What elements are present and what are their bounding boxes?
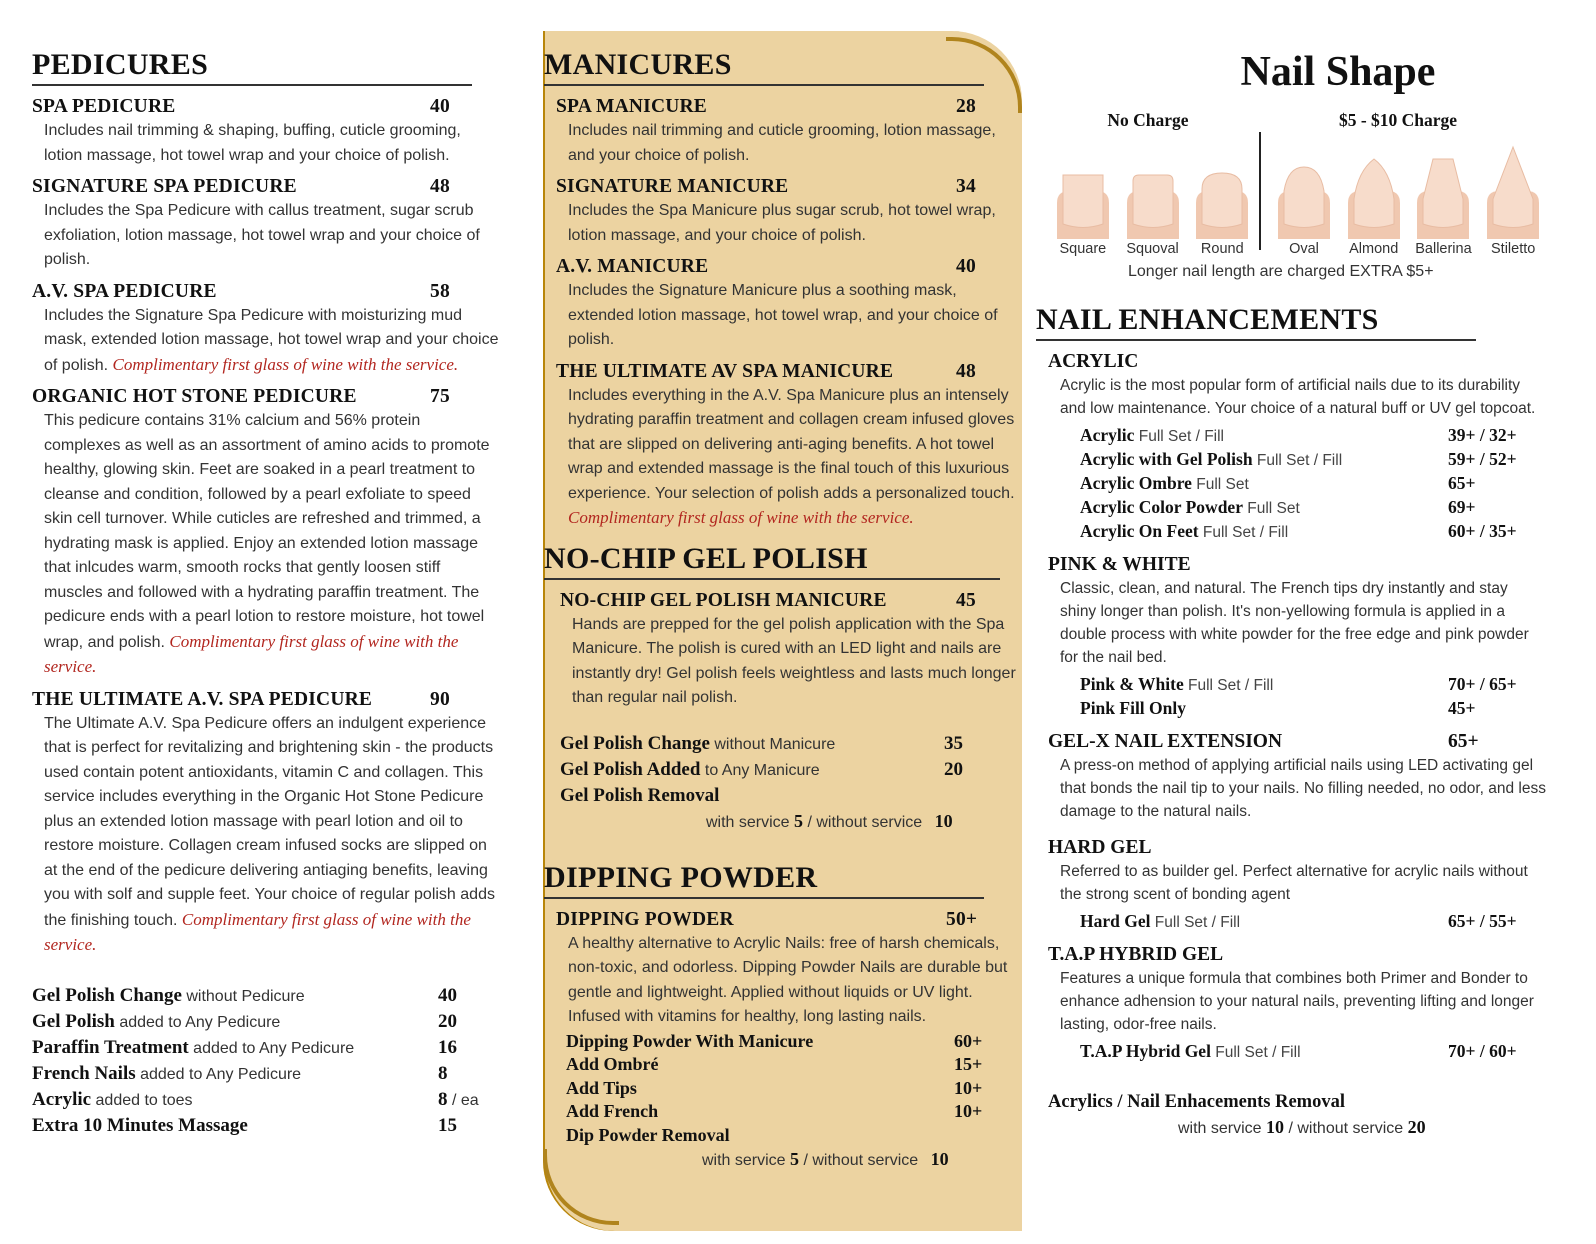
enhancement-item-bold: Acrylic with Gel Polish	[1080, 449, 1253, 469]
enhancement-heading	[1048, 349, 1548, 374]
dip-item-price	[954, 1124, 1016, 1148]
enhancement-item-price: 69+	[1448, 497, 1476, 517]
service-price: 48	[956, 360, 976, 382]
enhancement-item-price: 60+ / 35+	[1448, 521, 1517, 541]
enhancement-item-bold: Pink Fill Only	[1080, 698, 1186, 718]
addon-name	[32, 1113, 438, 1139]
addon-row	[32, 983, 500, 1009]
nail-shape-almond	[1339, 139, 1409, 257]
addon-price-value: 8	[438, 1062, 448, 1084]
enhancement-description: Features a unique formula that combines both Primer and Bonder to enhance adhension to your natural nails, preventing lifting and longer lasting, odor-free nails.	[1060, 970, 1534, 1033]
service-description	[32, 712, 500, 959]
dip-item-name	[566, 1124, 954, 1148]
addon-row	[32, 1009, 500, 1035]
wine-note: Complimentary first glass of wine with the service.	[44, 909, 471, 954]
enhancements-removal-label: Acrylics / Nail Enhacements Removal	[1048, 1092, 1345, 1112]
enhancement-item-name	[1080, 424, 1448, 448]
wine-note: Complimentary first glass of wine with the service.	[568, 508, 914, 527]
addon-detail: without Pedicure	[181, 987, 305, 1005]
enhancement-price	[1448, 835, 1548, 860]
service-description-text: The Ultimate A.V. Spa Pedicure offers an indulgent experience that is perfect for revitalizing and brightening skin - the products used contain potent antioxidants, vitamin C and collagen. This service includes everything in the Organic Hot Stone Pedicure plus an extended lotion massage with pearl lotion and oil to restore moisture. Collagen cream infused socks are slipped on at the end of the pedicure delivering antiaging benefits, leaving you with solf and supple feet. Your choice of regular polish adds the finishing touch.	[44, 714, 495, 929]
nail-shape-oval	[1269, 139, 1339, 257]
enhancement-item-name	[1080, 496, 1448, 520]
service-price: 58	[430, 280, 450, 302]
extra-charge-label: $5 - $10 Charge	[1338, 110, 1458, 130]
nail-shape-label: Oval	[1289, 241, 1319, 257]
addon-unit: / ea	[447, 1091, 479, 1109]
enhancement-item-bold: Acrylic	[1080, 425, 1135, 445]
nail-square-icon	[1053, 139, 1113, 239]
service-row	[556, 907, 1026, 932]
dipping-items	[556, 1030, 1026, 1148]
nail-shapes	[1048, 139, 1548, 257]
enhancement-item-price: 59+ / 52+	[1448, 449, 1517, 469]
addon-detail: added to Any Pedicure	[135, 1065, 302, 1083]
enhancement-item-name	[1080, 520, 1448, 544]
dip-item-price-value: 10+	[954, 1101, 983, 1121]
dip-item-price-value: 60+	[954, 1030, 983, 1051]
dip-item-price	[954, 1077, 1016, 1101]
group-spacer	[1048, 934, 1548, 940]
enhancement-price	[1448, 942, 1548, 967]
addon-price	[438, 983, 500, 1009]
enhancement-item-bold: Pink & White	[1080, 674, 1184, 694]
gel-removal-without-price: 10	[934, 810, 953, 831]
dip-item-row	[566, 1077, 1026, 1101]
service-description	[32, 199, 500, 273]
dip-item-price	[954, 1053, 1016, 1077]
service-description	[32, 304, 500, 379]
dip-removal-without-price: 10	[930, 1149, 949, 1169]
nail-round-icon	[1192, 139, 1252, 239]
addon-row	[32, 1035, 500, 1061]
dipping-service	[556, 907, 1026, 1030]
enhancement-heading	[1048, 942, 1548, 967]
gel-removal-line	[556, 809, 1026, 835]
nail-column	[1036, 48, 1548, 1141]
addon-row	[32, 1061, 500, 1087]
no-charge-label: No Charge	[1107, 110, 1189, 130]
service-row	[32, 174, 500, 199]
nail-tip-shape	[1493, 147, 1533, 228]
addon-bold-name: Extra 10 Minutes Massage	[32, 1114, 248, 1136]
nail-shape-label: Square	[1059, 241, 1107, 257]
pedicures-title: PEDICURES	[32, 48, 472, 86]
enhancement-item-detail: Full Set	[1242, 500, 1300, 517]
wine-note: Complimentary first glass of wine with the service.	[112, 354, 459, 374]
service-price: 34	[956, 176, 976, 197]
dipping-title: DIPPING POWDER	[544, 861, 984, 899]
addon-price	[438, 1009, 500, 1035]
addon-bold-name: Paraffin Treatment	[32, 1036, 189, 1058]
service-price: 28	[956, 96, 976, 117]
dip-item-label: Add Ombré	[566, 1054, 659, 1074]
addon-price	[944, 783, 1006, 809]
addon-name	[32, 1035, 438, 1061]
addon-bold-name: Gel Polish	[32, 1010, 115, 1032]
enh-removal-without-price: 20	[1407, 1117, 1426, 1137]
dip-item-row	[566, 1124, 1026, 1148]
service-description-text: Includes the Spa Pedicure with callus treatment, sugar scrub exfoliation, lotion massage, hot towel wrap and your choice of polish.	[44, 202, 480, 268]
enhancement-item-name	[1080, 910, 1448, 934]
service-description-text: Includes nail trimming & shaping, buffing, cuticle grooming, lotion massage, hot towel wrap and your choice of polish.	[44, 122, 461, 164]
enhancement-item-price: 65+	[1448, 473, 1476, 493]
enhancement-heading	[1048, 552, 1548, 577]
enhancement-price	[1448, 349, 1548, 374]
nail-shape-label: Round	[1200, 241, 1244, 257]
addon-price-value: 40	[438, 984, 457, 1006]
pedicure-services	[32, 94, 500, 959]
gel-removal-without-label: / without service	[803, 813, 927, 831]
nail-shape-label: Ballerina	[1415, 241, 1472, 257]
dip-item-name	[566, 1100, 954, 1124]
addon-price-value: 35	[944, 732, 963, 754]
service-row	[560, 588, 1026, 613]
service-description-text: Includes the Spa Manicure plus sugar scrub, hot towel wrap, lotion massage, and your choice of polish.	[568, 202, 996, 244]
addon-price-value: 20	[944, 758, 963, 780]
nail-shape-squoval	[1118, 139, 1188, 257]
enhancement-item-bold: Acrylic Color Powder	[1080, 497, 1243, 517]
dip-item-name	[566, 1053, 954, 1077]
service-row	[32, 687, 500, 712]
gel-addons	[556, 731, 1026, 809]
enhancement-item-row	[1048, 1040, 1548, 1064]
service-row	[556, 94, 1026, 119]
nail-stiletto-icon	[1483, 139, 1543, 239]
enhancement-item-name	[1080, 448, 1448, 472]
service-price: 40	[430, 96, 450, 117]
service-description-text: Includes the Signature Manicure plus a soothing mask, extended lotion massage, hot towel wrap, and your choice of polish.	[568, 282, 998, 348]
manicures-title: MANICURES	[544, 48, 984, 86]
addon-name	[560, 757, 944, 783]
service-name: A.V. MANICURE	[556, 256, 709, 277]
enhancement-item-price: 70+ / 65+	[1448, 674, 1517, 694]
enhancement-item-bold: T.A.P Hybrid Gel	[1080, 1041, 1211, 1061]
gel-removal-with-price: 5	[794, 810, 804, 831]
enhancement-description: Referred to as builder gel. Perfect alternative for acrylic nails without the strong scent of bonding agent	[1060, 863, 1528, 903]
addon-bold-name: Gel Polish Removal	[560, 784, 720, 806]
enhancement-item-detail: Full Set / Fill	[1134, 428, 1224, 445]
enhancement-item-detail: Full Set / Fill	[1198, 524, 1289, 541]
addon-row	[560, 731, 1026, 757]
enhancement-name: PINK & WHITE	[1048, 554, 1191, 575]
addon-price	[438, 1035, 500, 1061]
nail-oval-icon	[1274, 139, 1334, 239]
group-spacer	[1048, 544, 1548, 550]
service-name: DIPPING POWDER	[556, 908, 734, 930]
enhancement-item-detail: Full Set	[1191, 476, 1249, 493]
addon-bold-name: Gel Polish Change	[560, 732, 710, 754]
service-name: NO-CHIP GEL POLISH MANICURE	[560, 589, 887, 611]
enhancement-item-row	[1048, 496, 1548, 520]
enhancement-description: Classic, clean, and natural. The French tips dry instantly and stay shiny longer than polish. It's non-yellowing formula is applied in a double process with white powder for the free edge and pink powder for the nail bed.	[1060, 580, 1529, 666]
dip-item-name	[566, 1030, 954, 1054]
nail-shape-square	[1048, 139, 1118, 257]
enhancement-price	[1448, 552, 1548, 577]
enhancement-item-detail: Full Set / Fill	[1183, 677, 1274, 694]
enhancement-item-row	[1048, 448, 1548, 472]
enhancement-item-detail: Full Set / Fill	[1252, 452, 1343, 469]
addon-bold-name: Acrylic	[32, 1088, 92, 1110]
service-description	[556, 384, 1026, 532]
nail-ballerina-icon	[1413, 139, 1473, 239]
nail-tip-shape	[1354, 159, 1394, 228]
enhancement-item-name	[1080, 472, 1448, 496]
nail-shape-stiletto	[1478, 139, 1548, 257]
enhancements-title: NAIL ENHANCEMENTS	[1036, 303, 1476, 341]
service-row	[32, 94, 500, 119]
enhancement-item-detail: Full Set / Fill	[1210, 1044, 1301, 1061]
enhancement-price: 65+	[1448, 731, 1479, 752]
enhancement-item-name	[1080, 673, 1448, 697]
enhancement-item-bold: Acrylic On Feet	[1080, 521, 1199, 541]
service-description-text: This pedicure contains 31% calcium and 56% protein complexes as well as an assortment of amino acids to promote healthy, glowing skin. Feet are soaked in a pearl treatment to cleanse and condition, followed by a pearl exfoliate to speed skin cell turnover. While cuticles are refreshed and trimmed, a hydrating mask is applied. Enjoy an extended lotion massage that inlcudes warm, smooth rocks that gently loosen stiff muscles and followed with a hydrating paraffin treatment. The pedicure ends with a pearl lotion to restore moisture, hot towel wrap, and polish.	[44, 412, 490, 651]
service-row	[556, 254, 1026, 279]
enhancement-heading	[1048, 835, 1548, 860]
enhancement-item-name	[1080, 1040, 1448, 1064]
enhancement-item-bold: Hard Gel	[1080, 911, 1151, 931]
dip-removal-with-price: 5	[790, 1149, 800, 1169]
service-row	[556, 359, 1026, 384]
dip-item-price	[954, 1030, 1016, 1054]
nail-shape-title: Nail Shape	[1240, 49, 1436, 95]
service-price: 40	[956, 256, 976, 277]
charge-labels	[1048, 110, 1548, 131]
addon-row	[32, 1113, 500, 1139]
addon-price-value: 8	[438, 1088, 448, 1110]
addon-price	[438, 1113, 500, 1139]
pedicures-column	[32, 48, 500, 1139]
enhancement-item-price: 39+ / 32+	[1448, 425, 1517, 445]
nail-shape-round	[1187, 139, 1257, 257]
nail-shape-label: Squoval	[1126, 241, 1179, 257]
service-name: THE ULTIMATE A.V. SPA PEDICURE	[32, 688, 373, 710]
addon-detail: added to Any Pedicure	[114, 1013, 281, 1031]
nail-shape-label: Almond	[1349, 241, 1399, 257]
service-description	[556, 119, 1026, 168]
wine-note: Complimentary first glass of wine with the service.	[44, 631, 459, 676]
enh-removal-with-price: 10	[1266, 1117, 1285, 1137]
enhancement-item-row	[1048, 673, 1548, 697]
enhancement-item-bold: Acrylic Ombre	[1080, 473, 1192, 493]
service-row	[556, 174, 1026, 199]
manicure-services	[556, 94, 1026, 532]
dip-item-row	[566, 1100, 1026, 1124]
service-price: 45	[956, 589, 976, 611]
service-price: 50+	[946, 908, 978, 930]
addon-detail: added to toes	[91, 1091, 193, 1109]
pedicure-addons	[32, 983, 500, 1139]
nail-tip-shape	[1284, 167, 1324, 228]
addon-price-value: 16	[438, 1036, 457, 1058]
service-name: SPA MANICURE	[556, 96, 708, 117]
addon-price	[944, 731, 1006, 757]
addon-name	[32, 983, 438, 1009]
nail-squoval-icon	[1123, 139, 1183, 239]
enhancement-item-price: 70+ / 60+	[1448, 1041, 1517, 1061]
dip-removal-line	[556, 1147, 1026, 1173]
enhancement-name: HARD GEL	[1048, 837, 1152, 858]
service-price: 90	[430, 688, 450, 710]
dip-removal-without-label: / without service	[799, 1152, 923, 1169]
dip-item-label: Dip Powder Removal	[566, 1124, 730, 1145]
addon-row	[560, 757, 1026, 783]
enhancement-name: GEL-X NAIL EXTENSION	[1048, 731, 1283, 752]
enhancement-name: ACRYLIC	[1048, 351, 1139, 372]
group-spacer	[1048, 827, 1548, 833]
enhancement-item-name	[1080, 697, 1448, 721]
enhancement-item-row	[1048, 910, 1548, 934]
addon-name	[32, 1087, 438, 1113]
enhancement-item-row	[1048, 520, 1548, 544]
addon-row	[560, 783, 1026, 809]
addon-name	[32, 1009, 438, 1035]
service-name: SIGNATURE MANICURE	[556, 176, 789, 197]
dip-item-price-value: 10+	[954, 1077, 983, 1098]
addon-row	[32, 1087, 500, 1113]
dip-item-price-value: 15+	[954, 1054, 983, 1074]
service-name: THE ULTIMATE AV SPA MANICURE	[556, 360, 894, 382]
gel-removal-with-label: with service	[706, 813, 795, 831]
nail-tip-shape	[1063, 175, 1103, 228]
enhancement-item-row	[1048, 472, 1548, 496]
enhancement-name: T.A.P HYBRID GEL	[1048, 944, 1224, 965]
service-description	[32, 409, 500, 681]
dip-removal-with-label: with service	[702, 1152, 791, 1169]
enhancement-heading	[1048, 729, 1548, 754]
nail-tip-shape	[1133, 175, 1173, 228]
addon-bold-name: Gel Polish Change	[32, 984, 182, 1006]
dip-item-label: Add Tips	[566, 1077, 637, 1098]
enhancement-item-price: 45+	[1448, 698, 1476, 718]
dip-item-row	[566, 1030, 1026, 1054]
gel-service	[556, 588, 1026, 711]
addon-price	[438, 1061, 500, 1087]
enhancement-description: A press-on method of applying artificial nails using LED activating gel that bonds the nail tip to your nails. No filling needed, no odor, and less damage to the natural nails.	[1060, 757, 1546, 820]
enhancement-item-detail: Full Set / Fill	[1150, 914, 1241, 931]
service-name: ORGANIC HOT STONE PEDICURE	[32, 386, 357, 407]
enhancement-groups	[1048, 349, 1548, 1070]
service-row	[32, 279, 500, 304]
service-name: A.V. SPA PEDICURE	[32, 280, 217, 302]
service-name: SPA PEDICURE	[32, 96, 176, 117]
service-description	[32, 119, 500, 168]
enhancement-item-price: 65+ / 55+	[1448, 911, 1517, 931]
gel-title: NO-CHIP GEL POLISH	[544, 542, 1000, 580]
manicures-column	[544, 48, 1026, 1173]
service-description: Hands are prepped for the gel polish application with the Spa Manicure. The polish is cured with an LED light and nails are instantly dry! Gel polish feels weightless and lasts much longer than regular nail polish.	[572, 615, 1016, 706]
nail-shape-label: Stiletto	[1491, 241, 1536, 257]
service-price: 75	[430, 386, 450, 407]
dip-item-label: Dipping Powder With Manicure	[566, 1030, 814, 1051]
addon-price-value: 15	[438, 1114, 457, 1136]
service-row	[32, 384, 500, 409]
addon-price	[944, 757, 1006, 783]
enhancement-item-row	[1048, 697, 1548, 721]
dip-item-price	[954, 1100, 1016, 1124]
addon-bold-name: French Nails	[32, 1062, 136, 1084]
addon-name	[560, 783, 944, 809]
addon-price	[438, 1087, 500, 1113]
addon-detail: added to Any Pedicure	[188, 1039, 355, 1057]
service-price: 48	[430, 176, 450, 197]
dip-item-label: Add French	[566, 1101, 659, 1121]
addon-price-value: 20	[438, 1010, 457, 1032]
enhancement-item-row	[1048, 424, 1548, 448]
longer-nail-note: Longer nail length are charged EXTRA $5+	[1128, 263, 1434, 280]
nail-tip-shape	[1202, 173, 1242, 228]
nail-tip-shape	[1423, 159, 1463, 228]
enh-removal-line	[1048, 1115, 1548, 1141]
dip-item-row	[566, 1053, 1026, 1077]
dip-item-name	[566, 1077, 954, 1101]
enh-removal-without-label: / without service	[1284, 1120, 1408, 1137]
service-description-text: Includes the Signature Spa Pedicure with moisturizing mud mask, extended lotion massage, hot towel wrap and your choice of polish.	[44, 306, 499, 374]
service-description-text: Includes everything in the A.V. Spa Manicure plus an intensely hydrating paraffin treatment and collagen cream infused gloves that are slipped on delivering anti-aging benefits. A hot towel wrap and extended massage is the final touch of this luxurious experience. Your selection of polish adds a personalized touch.	[568, 386, 1015, 502]
addon-detail: without Manicure	[709, 735, 836, 753]
addon-name	[560, 731, 944, 757]
group-spacer	[1048, 721, 1548, 727]
addon-name	[32, 1061, 438, 1087]
enh-removal-with-label: with service	[1178, 1120, 1267, 1137]
service-description: A healthy alternative to Acrylic Nails: free of harsh chemicals, non-toxic, and odorless. Dipping Powder Nails are durable but gentle and lightweight. Applied without liquids or UV light. Infused with vitamins for healthy, long lasting nails.	[568, 934, 1008, 1025]
service-description	[556, 279, 1026, 353]
nail-almond-icon	[1344, 139, 1404, 239]
service-description	[556, 199, 1026, 248]
addon-bold-name: Gel Polish Added	[560, 758, 701, 780]
service-name: SIGNATURE SPA PEDICURE	[32, 176, 297, 197]
addon-detail: to Any Manicure	[700, 761, 820, 779]
enhancement-description: Acrylic is the most popular form of artificial nails due to its durability and low maintenance. Your choice of a natural buff or UV gel topcoat.	[1060, 377, 1536, 417]
service-description-text: Includes nail trimming and cuticle grooming, lotion massage, and your choice of polish.	[568, 122, 996, 164]
enhancements-removal-title	[1048, 1090, 1548, 1115]
nail-shape-ballerina	[1409, 139, 1479, 257]
